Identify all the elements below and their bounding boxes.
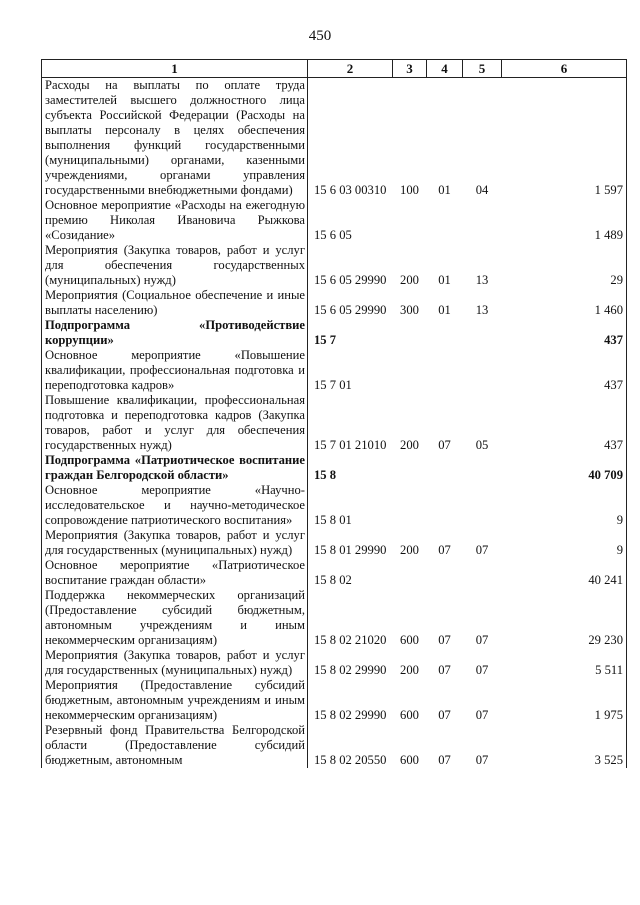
row-subsection bbox=[463, 453, 502, 483]
row-expense-type bbox=[393, 198, 427, 243]
row-expense-type: 200 bbox=[400, 543, 419, 557]
row-expense-type: 600 bbox=[400, 753, 419, 767]
row-amount: 9 bbox=[502, 528, 627, 558]
row-amount: 1 460 bbox=[502, 288, 627, 318]
row-code: 15 8 01 29990 bbox=[314, 543, 387, 557]
row-subsection: 07 bbox=[475, 543, 489, 557]
row-section bbox=[427, 198, 463, 243]
row-amount: 29 230 bbox=[502, 588, 627, 648]
row-description: Основное мероприятие «Научно-исследовательское и научно-методическое сопровождение патриотического воспитания» bbox=[42, 483, 308, 528]
table-row bbox=[42, 723, 627, 768]
header-row bbox=[42, 60, 627, 78]
table-row bbox=[42, 243, 627, 288]
header-col-5: 5 bbox=[463, 60, 502, 78]
row-section bbox=[427, 453, 463, 483]
row-code: 15 7 01 bbox=[314, 378, 352, 392]
row-expense-type: 100 bbox=[400, 183, 419, 197]
table-header bbox=[42, 60, 627, 78]
table-row bbox=[42, 288, 627, 318]
row-description: Мероприятия (Закупка товаров, работ и услуг для обеспечения государственных (муниципальных) нужд) bbox=[42, 243, 308, 288]
row-section: 01 bbox=[438, 273, 451, 287]
header-col-1: 1 bbox=[42, 60, 308, 78]
row-expense-type bbox=[393, 558, 427, 588]
row-amount: 1 597 bbox=[502, 78, 627, 199]
row-code: 15 8 02 29990 bbox=[314, 663, 387, 677]
table-row bbox=[42, 588, 627, 648]
row-subsection: 07 bbox=[475, 633, 489, 647]
row-expense-type bbox=[393, 318, 427, 348]
row-subsection bbox=[463, 558, 502, 588]
row-description: Подпрограмма «Противодействие коррупции» bbox=[42, 318, 308, 348]
row-section: 07 bbox=[438, 633, 451, 647]
row-subsection: 07 bbox=[475, 753, 489, 767]
header-col-6: 6 bbox=[502, 60, 627, 78]
row-description: Мероприятия (Закупка товаров, работ и услуг для государственных (муниципальных) нужд) bbox=[42, 648, 308, 678]
row-section: 01 bbox=[438, 303, 451, 317]
row-code: 15 8 bbox=[314, 468, 337, 482]
row-code: 15 8 02 29990 bbox=[314, 708, 387, 722]
row-code: 15 8 02 bbox=[314, 573, 352, 587]
row-amount: 40 709 bbox=[502, 453, 627, 483]
page-number: 450 bbox=[308, 28, 332, 44]
row-amount: 437 bbox=[502, 318, 627, 348]
row-expense-type bbox=[393, 483, 427, 528]
row-expense-type bbox=[393, 453, 427, 483]
row-code: 15 8 01 bbox=[314, 513, 352, 527]
row-amount: 1 489 bbox=[502, 198, 627, 243]
row-section bbox=[427, 318, 463, 348]
row-subsection bbox=[463, 198, 502, 243]
header-col-4: 4 bbox=[427, 60, 463, 78]
table-row bbox=[42, 558, 627, 588]
row-description: Мероприятия (Предоставление субсидий бюджетным, автономным учреждениям и иным некоммерческим организациям) bbox=[42, 678, 308, 723]
table-row bbox=[42, 483, 627, 528]
table-row bbox=[42, 393, 627, 453]
row-description: Повышение квалификации, профессиональная подготовка и переподготовка кадров (Закупка товаров, работ и услуг для обеспечения государственных нужд) bbox=[42, 393, 308, 453]
row-amount: 437 bbox=[502, 393, 627, 453]
table-row bbox=[42, 348, 627, 393]
table-row bbox=[42, 678, 627, 723]
table-row bbox=[42, 318, 627, 348]
budget-table bbox=[41, 59, 627, 768]
row-code: 15 7 bbox=[314, 333, 337, 347]
row-section: 01 bbox=[438, 183, 451, 197]
row-expense-type: 300 bbox=[400, 303, 419, 317]
table-row bbox=[42, 648, 627, 678]
row-section: 07 bbox=[438, 543, 451, 557]
row-code: 15 6 03 00310 bbox=[314, 183, 387, 197]
row-section bbox=[427, 348, 463, 393]
row-description: Резервный фонд Правительства Белгородской области (Предоставление субсидий бюджетным, автономным bbox=[42, 723, 308, 768]
row-subsection: 05 bbox=[475, 438, 489, 452]
row-expense-type bbox=[393, 348, 427, 393]
row-expense-type: 600 bbox=[400, 708, 419, 722]
row-subsection bbox=[463, 348, 502, 393]
row-section bbox=[427, 558, 463, 588]
row-code: 15 7 01 21010 bbox=[314, 438, 387, 452]
row-code: 15 8 02 20550 bbox=[314, 753, 387, 767]
row-amount: 29 bbox=[502, 243, 627, 288]
row-amount: 3 525 bbox=[502, 723, 627, 768]
row-amount: 40 241 bbox=[502, 558, 627, 588]
row-subsection bbox=[463, 483, 502, 528]
table-row bbox=[42, 78, 627, 199]
row-code: 15 8 02 21020 bbox=[314, 633, 387, 647]
row-expense-type: 200 bbox=[400, 663, 419, 677]
row-amount: 437 bbox=[502, 348, 627, 393]
row-subsection bbox=[463, 318, 502, 348]
row-description: Основное мероприятие «Расходы на ежегодную премию Николая Ивановича Рыжкова «Созидание» bbox=[42, 198, 308, 243]
table-body bbox=[42, 78, 627, 769]
row-description: Мероприятия (Закупка товаров, работ и услуг для государственных (муниципальных) нужд) bbox=[42, 528, 308, 558]
row-subsection: 07 bbox=[475, 663, 489, 677]
row-subsection: 04 bbox=[475, 183, 489, 197]
table-row bbox=[42, 453, 627, 483]
header-col-2: 2 bbox=[308, 60, 393, 78]
table-row bbox=[42, 198, 627, 243]
row-code: 15 6 05 bbox=[314, 228, 352, 242]
row-description: Мероприятия (Социальное обеспечение и иные выплаты населению) bbox=[42, 288, 308, 318]
row-section: 07 bbox=[438, 753, 451, 767]
row-expense-type: 200 bbox=[400, 273, 419, 287]
header-col-3: 3 bbox=[393, 60, 427, 78]
row-description: Основное мероприятие «Повышение квалификации, профессиональная подготовка и переподготовка кадров» bbox=[42, 348, 308, 393]
row-amount: 1 975 bbox=[502, 678, 627, 723]
row-expense-type: 600 bbox=[400, 633, 419, 647]
row-section bbox=[427, 483, 463, 528]
row-description: Подпрограмма «Патриотическое воспитание граждан Белгородской области» bbox=[42, 453, 308, 483]
row-section: 07 bbox=[438, 708, 451, 722]
row-amount: 5 511 bbox=[502, 648, 627, 678]
row-section: 07 bbox=[438, 438, 451, 452]
row-description: Основное мероприятие «Патриотическое воспитание граждан области» bbox=[42, 558, 308, 588]
row-subsection: 13 bbox=[475, 303, 489, 317]
row-code: 15 6 05 29990 bbox=[314, 303, 387, 317]
row-section: 07 bbox=[438, 663, 451, 677]
row-subsection: 13 bbox=[475, 273, 489, 287]
row-amount: 9 bbox=[502, 483, 627, 528]
row-description: Расходы на выплаты по оплате труда заместителей высшего должностного лица субъекта Российской Федерации (Расходы на выплаты персоналу в целях обеспечения выполнения функций государственными (муниципальными) органами, казенными учреждениями, органами управления государственными внебюджетными фондами) bbox=[42, 78, 308, 199]
row-expense-type: 200 bbox=[400, 438, 419, 452]
table-row bbox=[42, 528, 627, 558]
row-subsection: 07 bbox=[475, 708, 489, 722]
row-description: Поддержка некоммерческих организаций (Предоставление субсидий бюджетным, автономным учреждениям и иным некоммерческим организациям) bbox=[42, 588, 308, 648]
row-code: 15 6 05 29990 bbox=[314, 273, 387, 287]
